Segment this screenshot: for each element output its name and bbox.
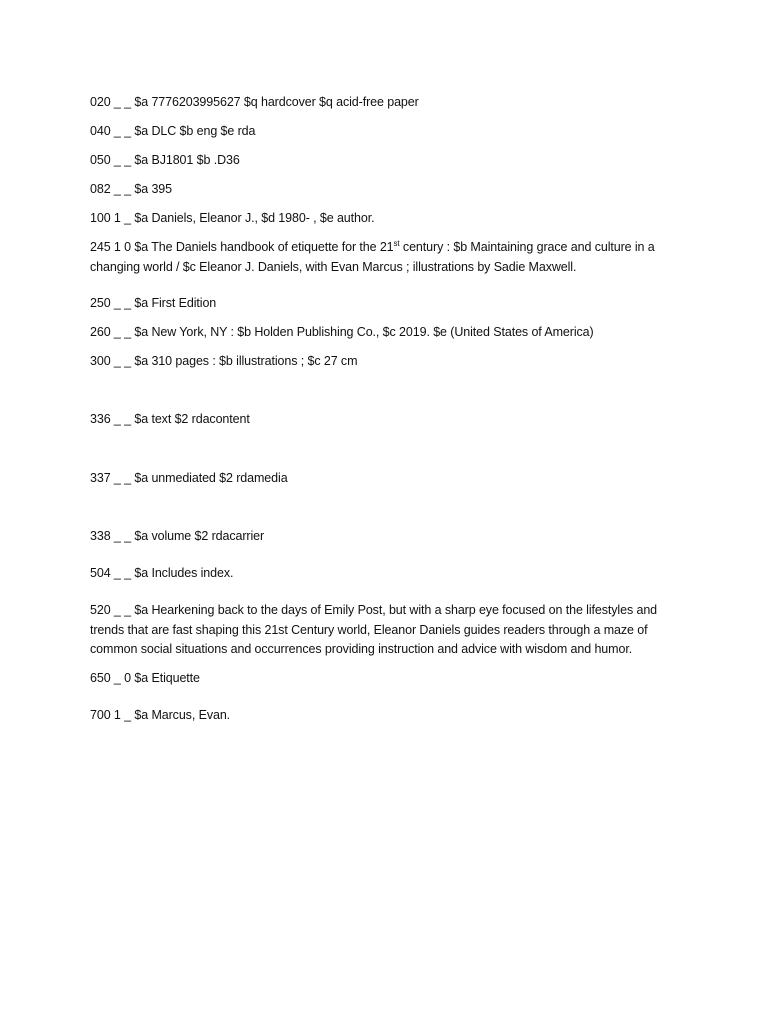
marc-field-504: 504 _ _ $a Includes index. xyxy=(90,566,234,580)
marc-field-338: 338 _ _ $a volume $2 rdacarrier xyxy=(90,529,265,543)
marc-field-245-start: 245 1 0 $a The Daniels handbook of etiquette for the 21 xyxy=(90,240,394,254)
marc-field-520: 520 _ _ $a Hearkening back to the days of Emily Post, but with a sharp eye focused on the lifestyles and trends that are fast shaping this 21st Century world, Eleanor Daniels guides readers through a maze of common social situations and occurrences providing instruction and advice with wisdom and humor. xyxy=(90,603,658,656)
ordinal-suffix: st xyxy=(393,238,400,248)
marc-field-336: 336 _ _ $a text $2 rdacontent xyxy=(90,412,250,426)
marc-field-082: 082 _ _ $a 395 xyxy=(90,182,173,196)
marc-field-245-end: century : $b Maintaining grace and culture in a changing world / $c Eleanor J. Daniels, with Evan Marcus ; illustrations by Sadie Maxwell. xyxy=(90,240,655,274)
marc-field-100: 100 1 _ $a Daniels, Eleanor J., $d 1980- , $e author. xyxy=(90,211,375,225)
marc-field-260: 260 _ _ $a New York, NY : $b Holden Publishing Co., $c 2019. $e (United States of America) xyxy=(90,325,594,339)
marc-field-650: 650 _ 0 $a Etiquette xyxy=(90,671,200,685)
marc-field-245 xyxy=(90,238,690,277)
marc-field-020: 020 _ _ $a 7776203995627 $q hardcover $q acid-free paper xyxy=(90,95,419,109)
marc-field-700: 700 1 _ $a Marcus, Evan. xyxy=(90,708,231,722)
marc-field-300: 300 _ _ $a 310 pages : $b illustrations ; $c 27 cm xyxy=(90,354,358,368)
marc-field-250: 250 _ _ $a First Edition xyxy=(90,296,217,310)
marc-field-337: 337 _ _ $a unmediated $2 rdamedia xyxy=(90,471,288,485)
marc-field-050: 050 _ _ $a BJ1801 $b .D36 xyxy=(90,153,240,167)
marc-field-040: 040 _ _ $a DLC $b eng $e rda xyxy=(90,124,256,138)
